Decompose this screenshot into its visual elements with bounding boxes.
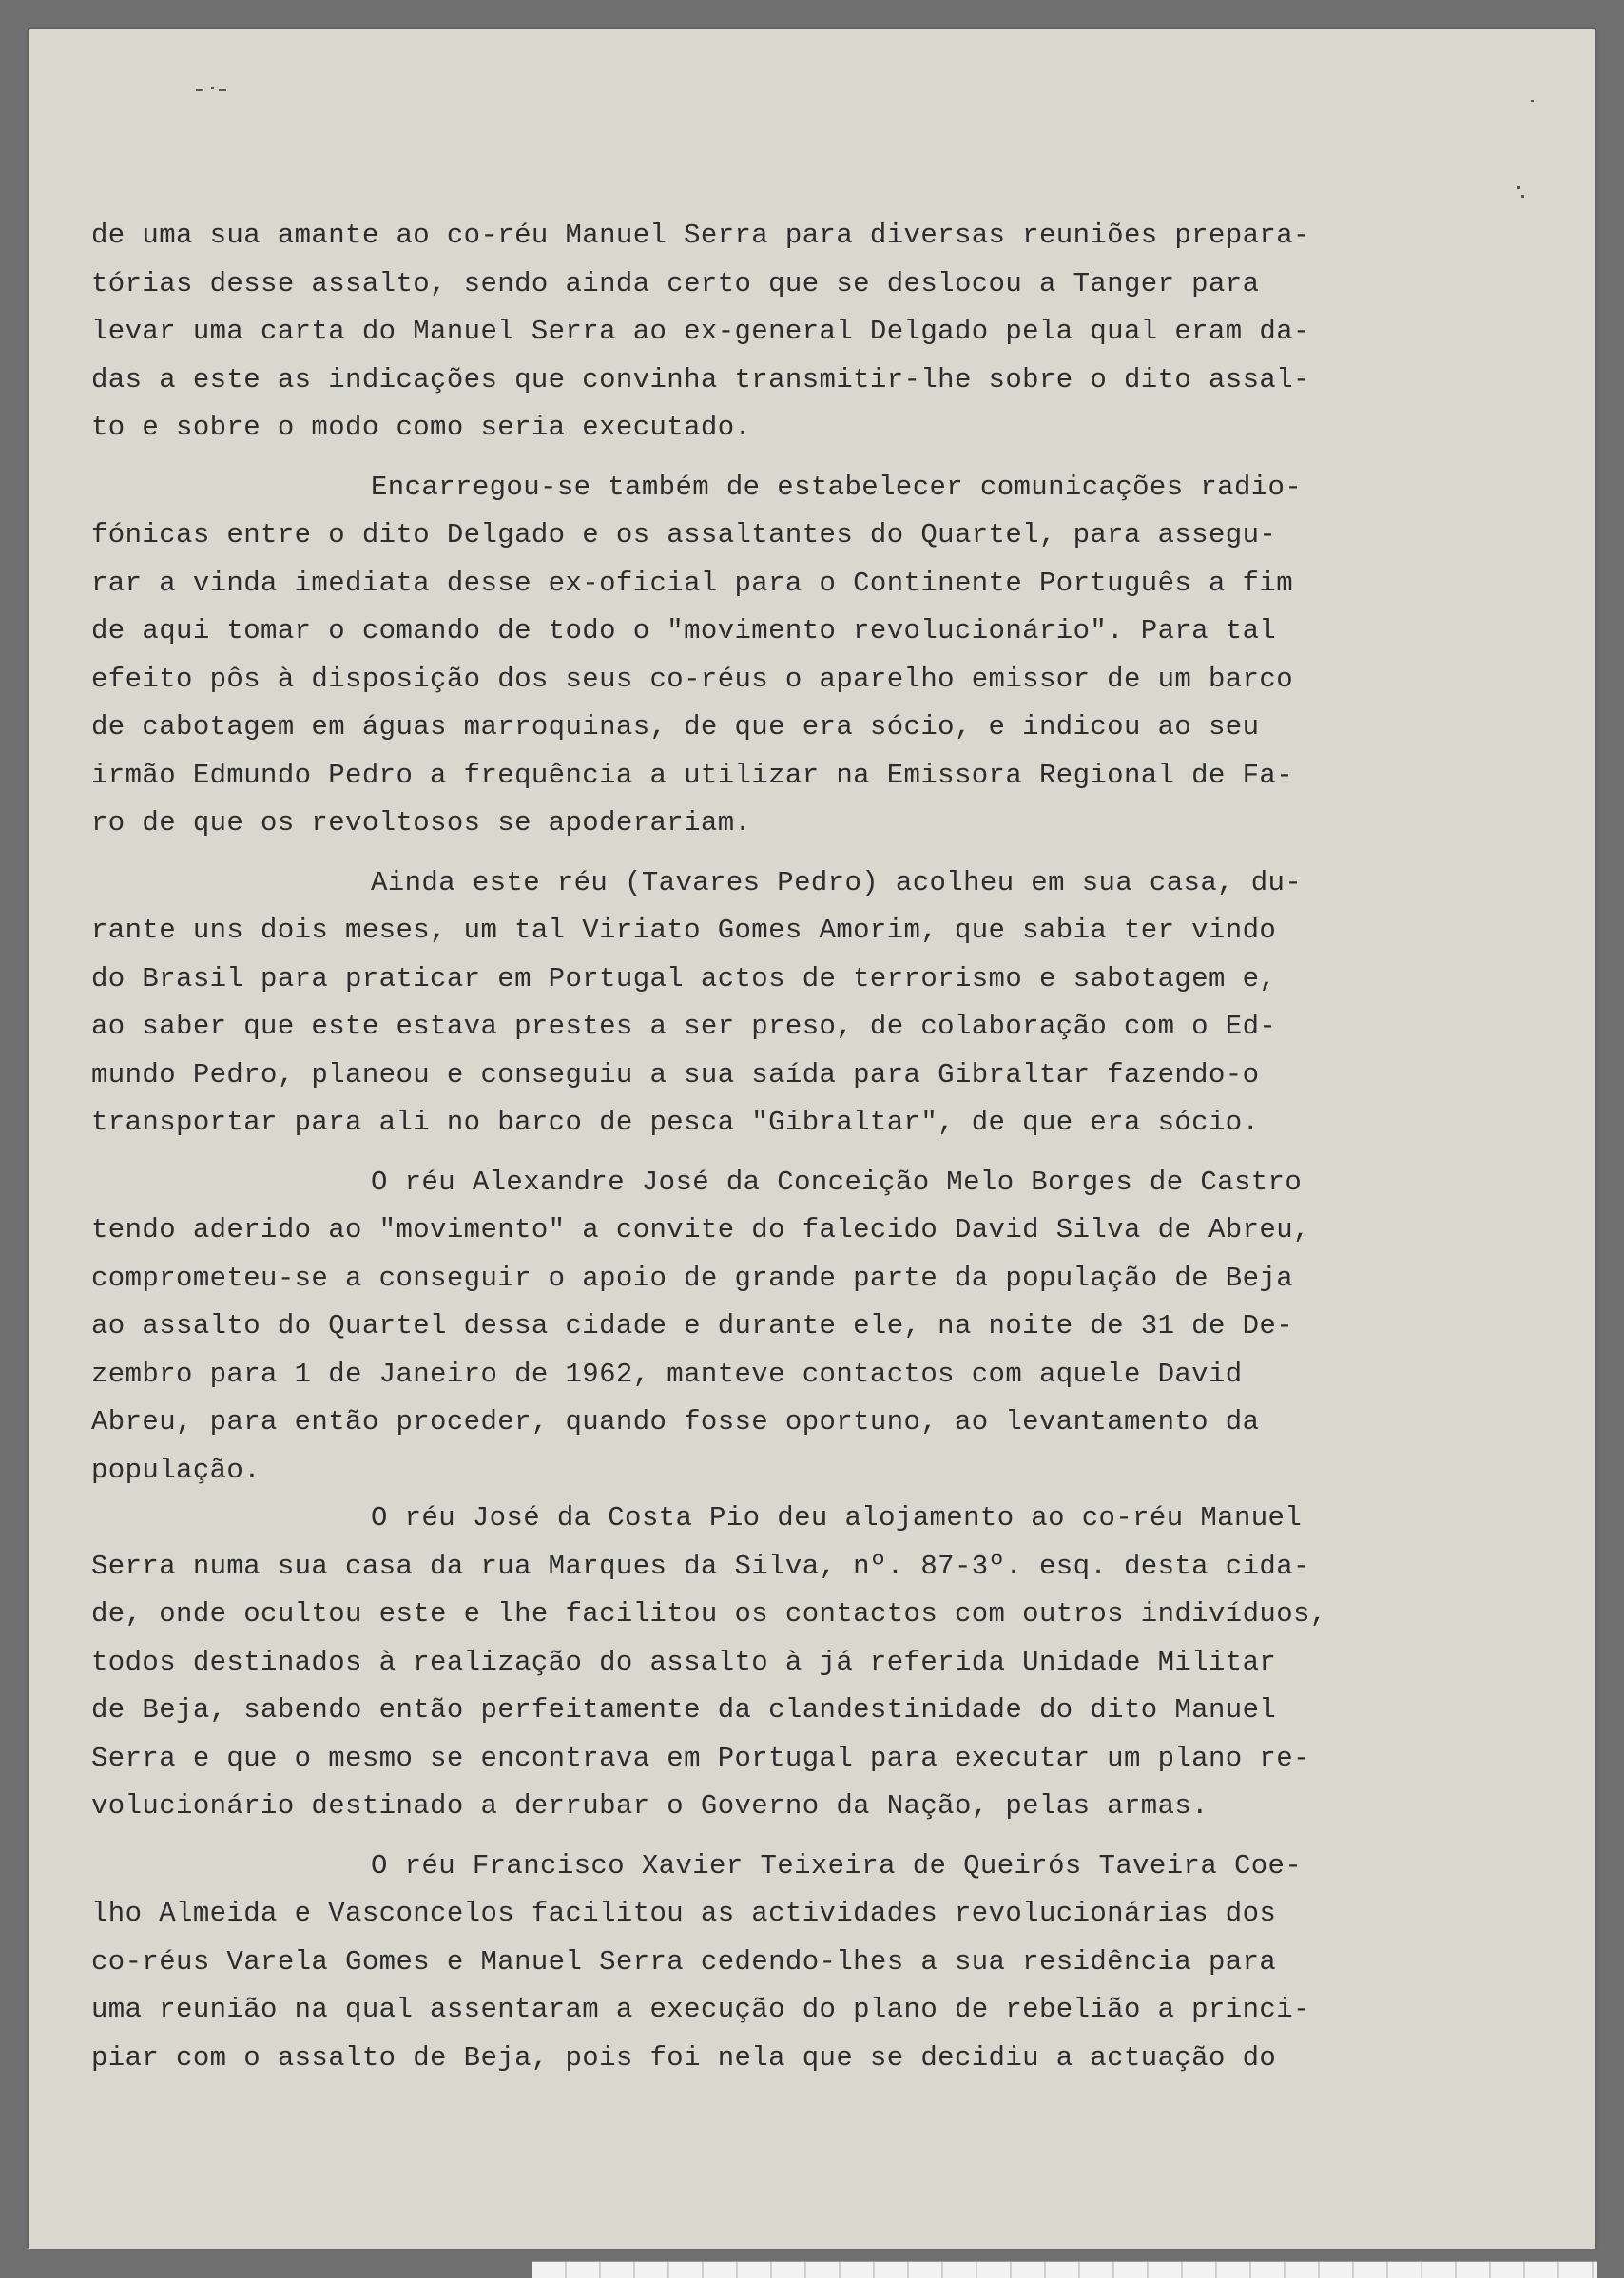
paper-mark bbox=[211, 87, 214, 89]
text-line: transportar para ali no barco de pesca "Gibraltar", de que era sócio. bbox=[91, 1107, 1260, 1138]
paper-mark bbox=[1531, 100, 1534, 102]
paragraph bbox=[91, 1495, 1384, 1831]
document-body bbox=[91, 212, 1384, 2082]
text-line: ro de que os revoltosos se apoderariam. bbox=[91, 807, 752, 839]
text-line: to e sobre o modo como seria executado. bbox=[91, 412, 752, 443]
text-line: do Brasil para praticar em Portugal actos de terrorismo e sabotagem e, bbox=[91, 962, 1277, 994]
text-line: irmão Edmundo Pedro a frequência a utilizar na Emissora Regional de Fa- bbox=[91, 759, 1294, 791]
paper-mark bbox=[1521, 195, 1524, 198]
text-line: tendo aderido ao "movimento" a convite do falecido David Silva de Abreu, bbox=[91, 1214, 1310, 1245]
text-line: de aqui tomar o comando de todo o "movimento revolucionário". Para tal bbox=[91, 615, 1277, 647]
text-line: co-réus Varela Gomes e Manuel Serra cedendo-lhes a sua residência para bbox=[91, 1945, 1277, 1978]
text-line: Encarregou-se também de estabelecer comunicações radio- bbox=[371, 471, 1303, 503]
text-line: volucionário destinado a derrubar o Governo da Nação, pelas armas. bbox=[91, 1790, 1208, 1822]
paper-mark bbox=[219, 89, 226, 91]
text-line: Abreu, para então proceder, quando fosse oportuno, ao levantamento da bbox=[91, 1406, 1260, 1438]
text-line: levar uma carta do Manuel Serra ao ex-general Delgado pela qual eram da- bbox=[91, 316, 1310, 347]
document-page bbox=[29, 29, 1595, 2249]
text-line: de cabotagem em águas marroquinas, de que era sócio, e indicou ao seu bbox=[91, 711, 1260, 743]
text-line: tórias desse assalto, sendo ainda certo que se deslocou a Tanger para bbox=[91, 267, 1260, 299]
text-line: piar com o assalto de Beja, pois foi nela que se decidiu a actuação do bbox=[91, 2041, 1277, 2074]
text-line: Ainda este réu (Tavares Pedro) acolheu em sua casa, du- bbox=[371, 866, 1303, 898]
paragraph bbox=[91, 464, 1384, 848]
text-line: das a este as indicações que convinha transmitir-lhe sobre o dito assal- bbox=[91, 363, 1310, 396]
paper-mark bbox=[196, 89, 203, 91]
paragraph bbox=[91, 212, 1384, 453]
text-line: de uma sua amante ao co-réu Manuel Serra para diversas reuniões prepara- bbox=[91, 220, 1310, 251]
text-line: de, onde ocultou este e lhe facilitou os contactos com outros indivíduos, bbox=[91, 1598, 1327, 1630]
paragraph bbox=[91, 1843, 1384, 2083]
text-line: mundo Pedro, planeou e conseguiu a sua saída para Gibraltar fazendo-o bbox=[91, 1058, 1260, 1091]
text-line: Serra e que o mesmo se encontrava em Portugal para executar um plano re- bbox=[91, 1742, 1310, 1774]
scan-scale-bar bbox=[532, 2261, 1597, 2278]
text-line: Serra numa sua casa da rua Marques da Silva, nº. 87-3º. esq. desta cida- bbox=[91, 1550, 1310, 1582]
text-line: população. bbox=[91, 1454, 261, 1486]
paper-mark bbox=[1517, 186, 1520, 189]
text-line: fónicas entre o dito Delgado e os assaltantes do Quartel, para assegu- bbox=[91, 519, 1277, 550]
text-line: zembro para 1 de Janeiro de 1962, manteve contactos com aquele David bbox=[91, 1358, 1243, 1390]
text-line: de Beja, sabendo então perfeitamente da clandestinidade do dito Manuel bbox=[91, 1694, 1277, 1726]
paragraph bbox=[91, 1159, 1384, 1496]
text-line: O réu Alexandre José da Conceição Melo Borges de Castro bbox=[371, 1166, 1303, 1198]
text-line: rar a vinda imediata desse ex-oficial para o Continente Português a fim bbox=[91, 567, 1294, 599]
text-line: ao assalto do Quartel dessa cidade e durante ele, na noite de 31 de De- bbox=[91, 1310, 1294, 1342]
text-line: todos destinados à realização do assalto à já referida Unidade Militar bbox=[91, 1646, 1277, 1678]
text-line: comprometeu-se a conseguir o apoio de grande parte da população de Beja bbox=[91, 1262, 1294, 1294]
text-line: lho Almeida e Vasconcelos facilitou as actividades revolucionárias dos bbox=[91, 1898, 1277, 1929]
text-line: O réu José da Costa Pio deu alojamento ao co-réu Manuel bbox=[371, 1502, 1303, 1534]
text-line: rante uns dois meses, um tal Viriato Gomes Amorim, que sabia ter vindo bbox=[91, 915, 1277, 946]
text-line: O réu Francisco Xavier Teixeira de Queirós Taveira Coe- bbox=[371, 1849, 1303, 1882]
text-line: efeito pôs à disposição dos seus co-réus o aparelho emissor de um barco bbox=[91, 663, 1294, 695]
text-line: uma reunião na qual assentaram a execução do plano de rebelião a princi- bbox=[91, 1994, 1310, 2025]
text-line: ao saber que este estava prestes a ser preso, de colaboração com o Ed- bbox=[91, 1011, 1277, 1042]
paragraph bbox=[91, 859, 1384, 1148]
